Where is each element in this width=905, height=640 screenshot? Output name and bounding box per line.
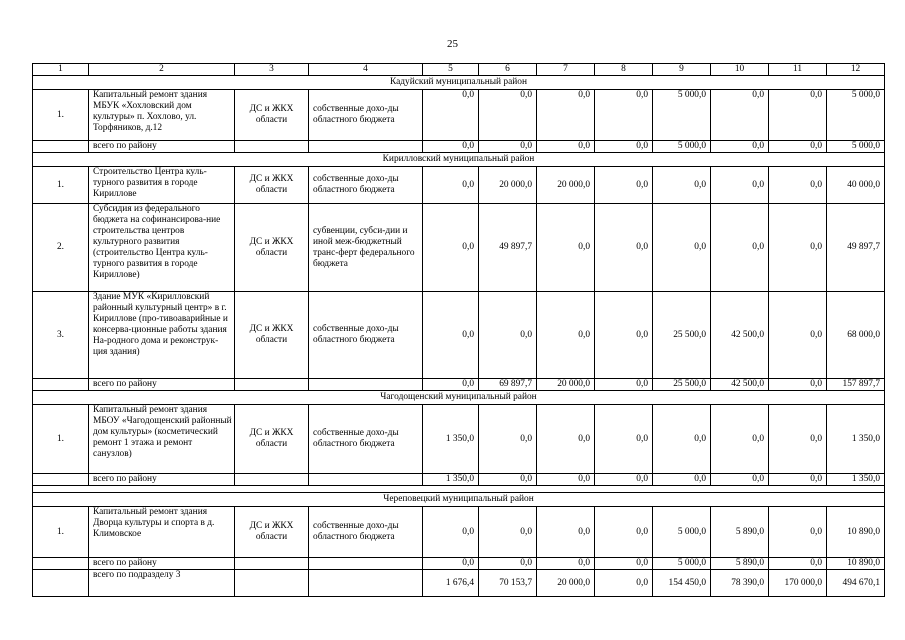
amount-cell: 0,0 [423,90,479,141]
total-amount: 1 350,0 [423,474,479,486]
amount-cell: 0,0 [769,90,827,141]
project-name: Капитальный ремонт здания Дворца культуры и спорта в д. Климовское [89,507,235,558]
amount-cell: 0,0 [479,292,537,379]
total-amount: 0,0 [711,141,769,153]
empty-cell [309,570,423,597]
total-amount: 0,0 [423,141,479,153]
total-amount: 5 890,0 [711,558,769,570]
total-amount: 5 000,0 [653,558,711,570]
row-number: 1. [33,405,89,474]
table-row [33,167,885,204]
amount-cell: 0,0 [711,405,769,474]
row-number: 1. [33,507,89,558]
empty-cell [235,570,309,597]
row-number: 1. [33,90,89,141]
column-number: 7 [537,64,595,76]
empty-cell [33,474,89,486]
amount-cell: 0,0 [595,167,653,204]
total-label: всего по району [89,141,235,153]
amount-cell: 0,0 [711,204,769,292]
empty-cell [33,486,885,493]
subsection-total-amount: 78 390,0 [711,570,769,597]
column-number: 1 [33,64,89,76]
empty-cell [33,379,89,391]
amount-cell: 5 890,0 [711,507,769,558]
amount-cell: 0,0 [769,405,827,474]
amount-cell: 0,0 [423,292,479,379]
subsection-total-row [33,570,885,597]
total-amount: 0,0 [595,379,653,391]
amount-cell: 0,0 [595,405,653,474]
empty-cell [33,141,89,153]
total-amount: 0,0 [595,474,653,486]
amount-cell: 0,0 [423,167,479,204]
amount-cell: 0,0 [595,204,653,292]
row-number: 3. [33,292,89,379]
district-title: Кадуйский муниципальный район [33,76,885,90]
amount-cell: 49 897,7 [479,204,537,292]
amount-cell: 40 000,0 [827,167,885,204]
total-amount: 0,0 [479,558,537,570]
total-amount: 0,0 [769,379,827,391]
district-header-row [33,153,885,167]
empty-cell [309,558,423,570]
column-number: 5 [423,64,479,76]
total-amount: 25 500,0 [653,379,711,391]
amount-cell: 0,0 [537,90,595,141]
amount-cell: 0,0 [769,167,827,204]
district-title: Кирилловский муниципальный район [33,153,885,167]
column-number: 9 [653,64,711,76]
column-number: 4 [309,64,423,76]
empty-cell [33,558,89,570]
executor: ДС и ЖКХ области [235,90,309,141]
total-amount: 5 000,0 [827,141,885,153]
empty-cell [309,141,423,153]
total-amount: 0,0 [769,141,827,153]
amount-cell: 5 000,0 [827,90,885,141]
subsection-total-amount: 0,0 [595,570,653,597]
district-header-row [33,493,885,507]
total-label: всего по району [89,558,235,570]
subsection-total-amount: 170 000,0 [769,570,827,597]
column-number: 10 [711,64,769,76]
funding-source: собственные дохо-ды областного бюджета [309,507,423,558]
subsection-total-amount: 70 153,7 [479,570,537,597]
total-amount: 0,0 [653,474,711,486]
project-name: Здание МУК «Кирилловский районный культурный центр» в г. Кириллове (про-тивоаварийные и консерва-ционные работы здания На-родного дома и реконструк-ция здания) [89,292,235,379]
amount-cell: 0,0 [479,405,537,474]
total-amount: 0,0 [423,379,479,391]
total-amount: 69 897,7 [479,379,537,391]
project-name: Субсидия из федерального бюджета на софинансирова-ние строительства центров культурного развития (строительство Центра куль-турного развития в городе Кириллове) [89,204,235,292]
subsection-total-label: всего по подразделу 3 [89,570,235,597]
funding-source: собственные дохо-ды областного бюджета [309,405,423,474]
amount-cell: 0,0 [479,90,537,141]
funding-source: собственные дохо-ды областного бюджета [309,167,423,204]
amount-cell: 0,0 [479,507,537,558]
column-number: 11 [769,64,827,76]
amount-cell: 0,0 [537,292,595,379]
amount-cell: 68 000,0 [827,292,885,379]
budget-table [32,63,885,597]
table-row [33,204,885,292]
amount-cell: 0,0 [711,167,769,204]
column-number: 3 [235,64,309,76]
spacer-row [33,486,885,493]
project-name: Капитальный ремонт здания МБУК «Хохловский дом культуры» п. Хохлово, ул. Торфяников, д.12 [89,90,235,141]
funding-source: собственные дохо-ды областного бюджета [309,90,423,141]
amount-cell: 20 000,0 [537,167,595,204]
empty-cell [235,474,309,486]
subsection-total-amount: 154 450,0 [653,570,711,597]
total-amount: 0,0 [537,474,595,486]
empty-cell [235,141,309,153]
row-number: 1. [33,167,89,204]
amount-cell: 0,0 [595,292,653,379]
table-row [33,292,885,379]
total-amount: 0,0 [769,558,827,570]
subsection-total-amount: 494 670,1 [827,570,885,597]
total-amount: 0,0 [537,141,595,153]
executor: ДС и ЖКХ области [235,405,309,474]
amount-cell: 42 500,0 [711,292,769,379]
total-amount: 0,0 [769,474,827,486]
district-header-row [33,76,885,90]
empty-cell [33,570,89,597]
district-title: Чагодощенский муниципальный район [33,391,885,405]
total-amount: 0,0 [479,474,537,486]
amount-cell: 0,0 [769,507,827,558]
amount-cell: 5 000,0 [653,90,711,141]
total-amount: 0,0 [595,141,653,153]
amount-cell: 20 000,0 [479,167,537,204]
total-amount: 0,0 [595,558,653,570]
amount-cell: 0,0 [769,292,827,379]
total-amount: 0,0 [537,558,595,570]
column-number: 6 [479,64,537,76]
total-amount: 10 890,0 [827,558,885,570]
executor: ДС и ЖКХ области [235,507,309,558]
executor: ДС и ЖКХ области [235,167,309,204]
amount-cell: 10 890,0 [827,507,885,558]
amount-cell: 0,0 [595,507,653,558]
district-header-row [33,391,885,405]
project-name: Строительство Центра куль-турного развития в городе Кириллове [89,167,235,204]
column-number: 12 [827,64,885,76]
district-total-row [33,474,885,486]
amount-cell: 0,0 [595,90,653,141]
amount-cell: 0,0 [711,90,769,141]
amount-cell: 25 500,0 [653,292,711,379]
total-amount: 20 000,0 [537,379,595,391]
column-number-row [33,64,885,76]
amount-cell: 49 897,7 [827,204,885,292]
amount-cell: 0,0 [537,507,595,558]
empty-cell [235,558,309,570]
amount-cell: 0,0 [653,167,711,204]
amount-cell: 0,0 [423,507,479,558]
empty-cell [235,379,309,391]
amount-cell: 0,0 [653,405,711,474]
table-row [33,405,885,474]
amount-cell: 5 000,0 [653,507,711,558]
total-amount: 0,0 [711,474,769,486]
table-row [33,90,885,141]
amount-cell: 0,0 [537,204,595,292]
district-total-row [33,141,885,153]
column-number: 2 [89,64,235,76]
empty-cell [309,474,423,486]
amount-cell: 0,0 [769,204,827,292]
total-amount: 5 000,0 [653,141,711,153]
total-amount: 157 897,7 [827,379,885,391]
amount-cell: 0,0 [653,204,711,292]
project-name: Капитальный ремонт здания МБОУ «Чагодощенский районный дом культуры» (косметический ремонт 1 этажа и ремонт санузлов) [89,405,235,474]
funding-source: собственные дохо-ды областного бюджета [309,292,423,379]
row-number: 2. [33,204,89,292]
subsection-total-amount: 20 000,0 [537,570,595,597]
amount-cell: 1 350,0 [827,405,885,474]
table-row [33,507,885,558]
district-title: Череповецкий муниципальный район [33,493,885,507]
amount-cell: 1 350,0 [423,405,479,474]
column-number: 8 [595,64,653,76]
total-label: всего по району [89,474,235,486]
subsection-total-amount: 1 676,4 [423,570,479,597]
total-amount: 42 500,0 [711,379,769,391]
empty-cell [309,379,423,391]
executor: ДС и ЖКХ области [235,292,309,379]
total-amount: 0,0 [479,141,537,153]
district-total-row [33,379,885,391]
total-label: всего по району [89,379,235,391]
amount-cell: 0,0 [537,405,595,474]
page-number: 25 [447,38,458,50]
executor: ДС и ЖКХ области [235,204,309,292]
amount-cell: 0,0 [423,204,479,292]
district-total-row [33,558,885,570]
total-amount: 1 350,0 [827,474,885,486]
total-amount: 0,0 [423,558,479,570]
funding-source: субвенции, субси-дии и иной меж-бюджетный транс-ферт федерального бюджета [309,204,423,292]
